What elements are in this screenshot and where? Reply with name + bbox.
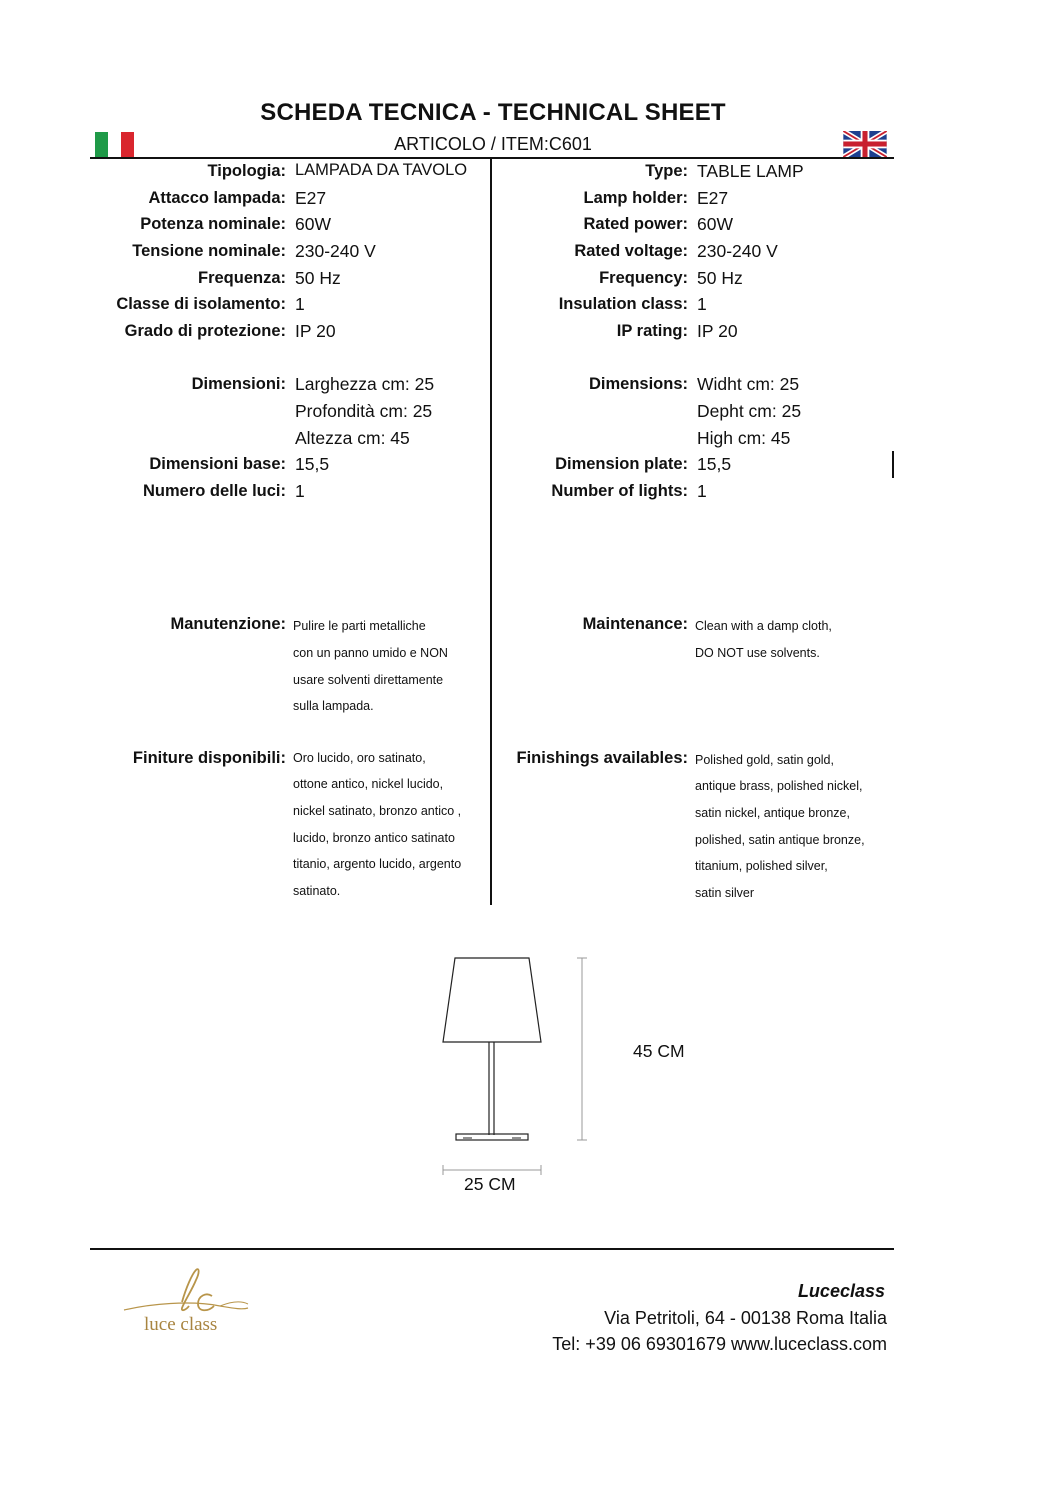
spec-label: Tensione nominale:	[132, 242, 286, 260]
spec-label: Type:	[645, 162, 688, 180]
dimensions-label: Dimensions:	[588, 375, 688, 393]
spec-value: 60W	[697, 214, 733, 234]
spec-value: 230-240 V	[295, 241, 376, 261]
dimension-line: Profondità cm: 25	[295, 401, 433, 421]
maintenance-line: Clean with a damp cloth,	[695, 619, 832, 633]
spec-value: IP 20	[697, 321, 738, 341]
base-value: 15,5	[697, 454, 732, 474]
maintenance-line: sulla lampada.	[293, 699, 374, 713]
spec-value: 50 Hz	[295, 268, 341, 288]
dimension-line: Larghezza cm: 25	[295, 374, 435, 394]
company-logo	[120, 1262, 260, 1348]
spec-label: Rated power:	[583, 215, 688, 233]
company-contact: Tel: +39 06 69301679 www.luceclass.com	[552, 1334, 887, 1354]
maintenance-line: Pulire le parti metalliche	[293, 619, 426, 633]
base-value: 15,5	[295, 454, 330, 474]
height-dimension-line	[577, 958, 587, 1140]
finish-line: polished, satin antique bronze,	[695, 833, 865, 847]
spec-value: 1	[697, 294, 707, 314]
item-code: ARTICOLO / ITEM:C601	[394, 134, 592, 154]
spec-label: Frequenza:	[197, 269, 286, 287]
page-title: SCHEDA TECNICA - TECHNICAL SHEET	[260, 99, 726, 126]
finish-line: titanium, polished silver,	[695, 859, 828, 873]
spec-label: Potenza nominale:	[140, 215, 286, 233]
lights-value: 1	[697, 481, 707, 501]
lamp-icon	[443, 958, 541, 1140]
spec-value: E27	[295, 188, 327, 208]
spec-label: Tipologia:	[207, 162, 286, 180]
spec-value: 230-240 V	[697, 241, 778, 261]
spec-label: Attacco lampada:	[148, 189, 286, 207]
logo-text: luce class	[144, 1314, 218, 1335]
spec-value: 50 Hz	[697, 268, 743, 288]
maintenance-line: usare solventi direttamente	[293, 673, 444, 687]
width-label: 25 CM	[464, 1174, 516, 1194]
spec-value: 1	[295, 294, 305, 314]
lights-label: Numero delle luci:	[142, 482, 286, 500]
dimensions-label: Dimensioni:	[191, 375, 286, 393]
lights-label: Number of lights:	[551, 482, 688, 500]
spec-label: IP rating:	[616, 322, 688, 340]
italy-flag-icon	[95, 132, 134, 157]
spec-value: E27	[697, 188, 729, 208]
spec-label: Frequency:	[599, 269, 688, 287]
base-label: Dimension plate:	[555, 455, 688, 473]
finish-line: nickel satinato, bronzo antico ,	[293, 804, 462, 818]
footer-divider	[90, 1248, 894, 1250]
dimension-line: Depht cm: 25	[697, 401, 802, 421]
finish-line: Polished gold, satin gold,	[695, 753, 834, 767]
base-label: Dimensioni base:	[149, 455, 286, 473]
lights-value: 1	[295, 481, 305, 501]
column-divider	[490, 159, 492, 905]
spec-value: TABLE LAMP	[697, 161, 804, 181]
lamp-drawing	[430, 950, 600, 1180]
finishes-label: Finishings availables:	[516, 749, 688, 767]
spec-label: Classe di isolamento:	[116, 295, 286, 313]
finish-line: Oro lucido, oro satinato,	[293, 751, 426, 765]
finish-line: antique brass, polished nickel,	[695, 779, 863, 793]
dimension-line: High cm: 45	[697, 428, 791, 448]
maintenance-label: Manutenzione:	[170, 615, 286, 633]
finish-line: lucido, bronzo antico satinato	[293, 831, 455, 845]
maintenance-line: con un panno umido e NON	[293, 646, 448, 660]
spec-label: Rated voltage:	[574, 242, 688, 260]
logo-monogram-icon	[120, 1262, 260, 1322]
company-name: Luceclass	[797, 1281, 885, 1301]
spec-value: 60W	[295, 214, 331, 234]
company-address: Via Petritoli, 64 - 00138 Roma Italia	[604, 1308, 887, 1328]
spec-value: IP 20	[295, 321, 336, 341]
spec-label: Insulation class:	[558, 295, 688, 313]
dimension-line: Altezza cm: 45	[295, 428, 410, 448]
finish-line: satin silver	[695, 886, 755, 900]
finish-line: ottone antico, nickel lucido,	[293, 777, 444, 791]
finish-line: satin nickel, antique bronze,	[695, 806, 850, 820]
height-label: 45 CM	[633, 1041, 685, 1061]
maintenance-line: DO NOT use solvents.	[695, 646, 820, 660]
spec-label: Lamp holder:	[583, 189, 688, 207]
maintenance-label: Maintenance:	[582, 615, 688, 633]
uk-flag-icon	[843, 131, 887, 157]
finish-line: titanio, argento lucido, argento	[293, 857, 462, 871]
finishes-label: Finiture disponibili:	[132, 749, 286, 767]
header-divider	[90, 157, 894, 159]
spec-label: Grado di protezione:	[124, 322, 286, 340]
dimension-line: Widht cm: 25	[697, 374, 800, 394]
margin-mark	[892, 451, 894, 478]
spec-value: LAMPADA DA TAVOLO	[295, 161, 468, 179]
finish-line: satinato.	[293, 884, 341, 898]
